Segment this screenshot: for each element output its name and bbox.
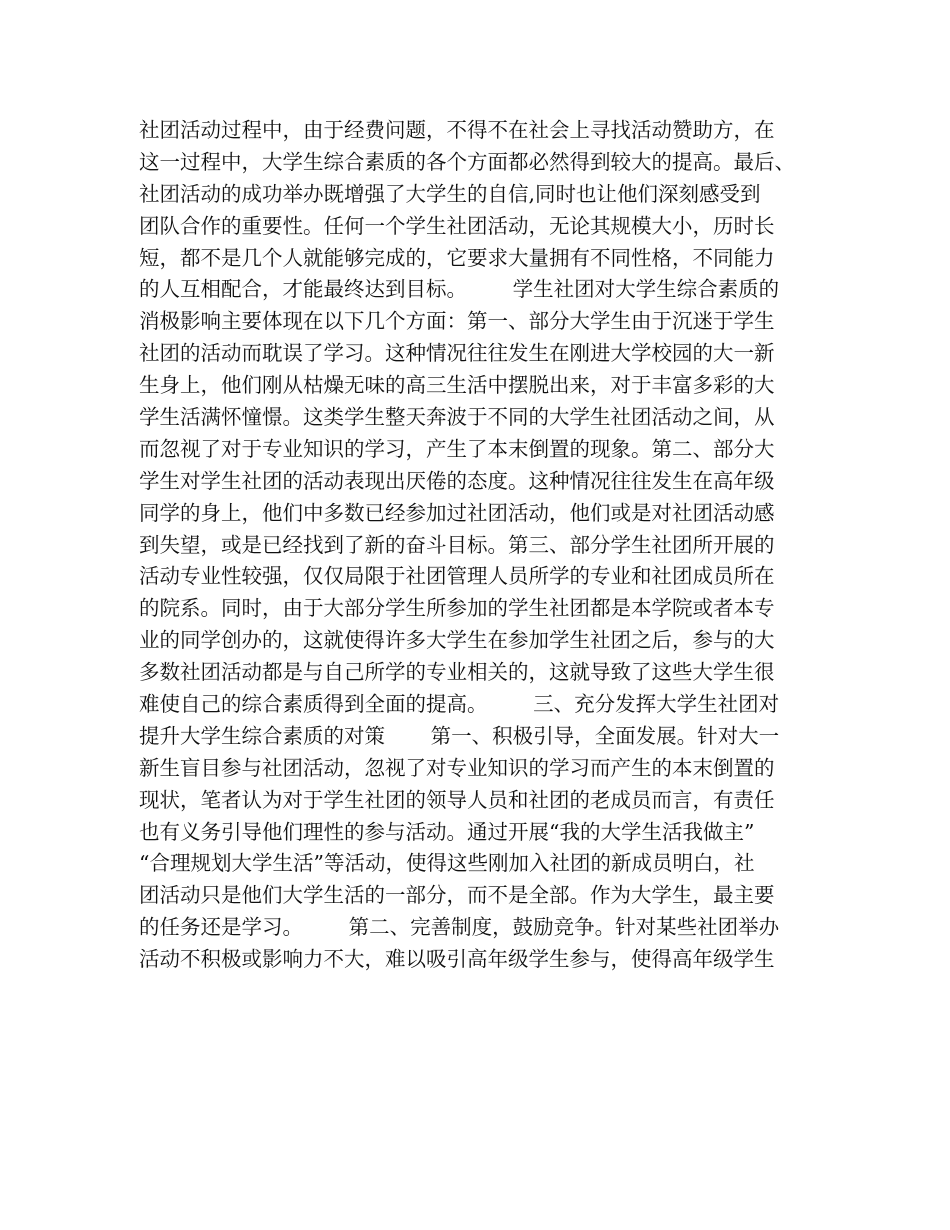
text-line: 活动不积极或影响力不大，难以吸引高年级学生参与，使得高年级学生 [139,947,775,972]
text-line: 学生对学生社团的活动表现出厌倦的态度。这种情况往往发生在高年级 [139,468,775,493]
text-line: 同学的身上，他们中多数已经参加过社团活动，他们或是对社团活动感 [139,500,775,525]
text-line: 的院系。同时，由于大部分学生所参加的学生社团都是本学院或者本专 [139,596,775,621]
text-line: 团队合作的重要性。任何一个学生社团活动，无论其规模大小，历时长 [139,213,775,238]
text-line: 到失望，或是已经找到了新的奋斗目标。第三、部分学生社团所开展的 [139,532,775,557]
text-line: 短，都不是几个人就能够完成的，它要求大量拥有不同性格，不同能力 [139,245,775,270]
text-line: 团活动只是他们大学生活的一部分，而不是全部。作为大学生，最主要 [139,883,775,908]
text-line: 而忽视了对于专业知识的学习，产生了本末倒置的现象。第二、部分大 [139,436,775,461]
text-line: 社团的活动而耽误了学习。这种情况往往发生在刚进大学校园的大一新 [139,341,775,366]
text-line: 社团活动过程中，由于经费问题，不得不在社会上寻找活动赞助方，在 [139,118,775,142]
text-line: 消极影响主要体现在以下几个方面：第一、部分大学生由于沉迷于学生 [139,309,775,334]
text-line: 学生活满怀憧憬。这类学生整天奔波于不同的大学生社团活动之间，从 [139,405,775,430]
text-line: 现状，笔者认为对于学生社团的领导人员和社团的老成员而言，有责任 [139,787,775,812]
text-line: 业的同学创办的，这就使得许多大学生在参加学生社团之后，参与的大 [139,628,775,653]
text-line: 难使自己的综合素质得到全面的提高。 三、充分发挥大学生社团对 [139,692,780,717]
text-line: 新生盲目参与社团活动，忽视了对专业知识的学习而产生的本末倒置的 [139,755,775,780]
text-line: 也有义务引导他们理性的参与活动。通过开展“我的大学生活我做主” [139,819,755,844]
text-line: 的任务还是学习。 第二、完善制度，鼓励竞争。针对某些社团举办 [139,915,780,940]
text-line: 提升大学生综合素质的对策 第一、积极引导，全面发展。针对大一 [139,723,780,748]
text-line: “合理规划大学生活”等活动，使得这些刚加入社团的新成员明白，社 [139,851,755,876]
text-line: 这一过程中，大学生综合素质的各个方面都必然得到较大的提高。最后、 [139,149,795,174]
body-text [139,115,839,976]
text-line: 社团活动的成功举办既增强了大学生的自信,同时也让他们深刻感受到 [139,181,761,206]
text-line: 活动专业性较强，仅仅局限于社团管理人员所学的专业和社团成员所在 [139,564,775,589]
text-line: 生身上，他们刚从枯燥无味的高三生活中摆脱出来，对于丰富多彩的大 [139,373,775,398]
text-line: 多数社团活动都是与自己所学的专业相关的，这就导致了这些大学生很 [139,660,775,685]
text-line: 的人互相配合，才能最终达到目标。 学生社团对大学生综合素质的 [139,277,780,302]
